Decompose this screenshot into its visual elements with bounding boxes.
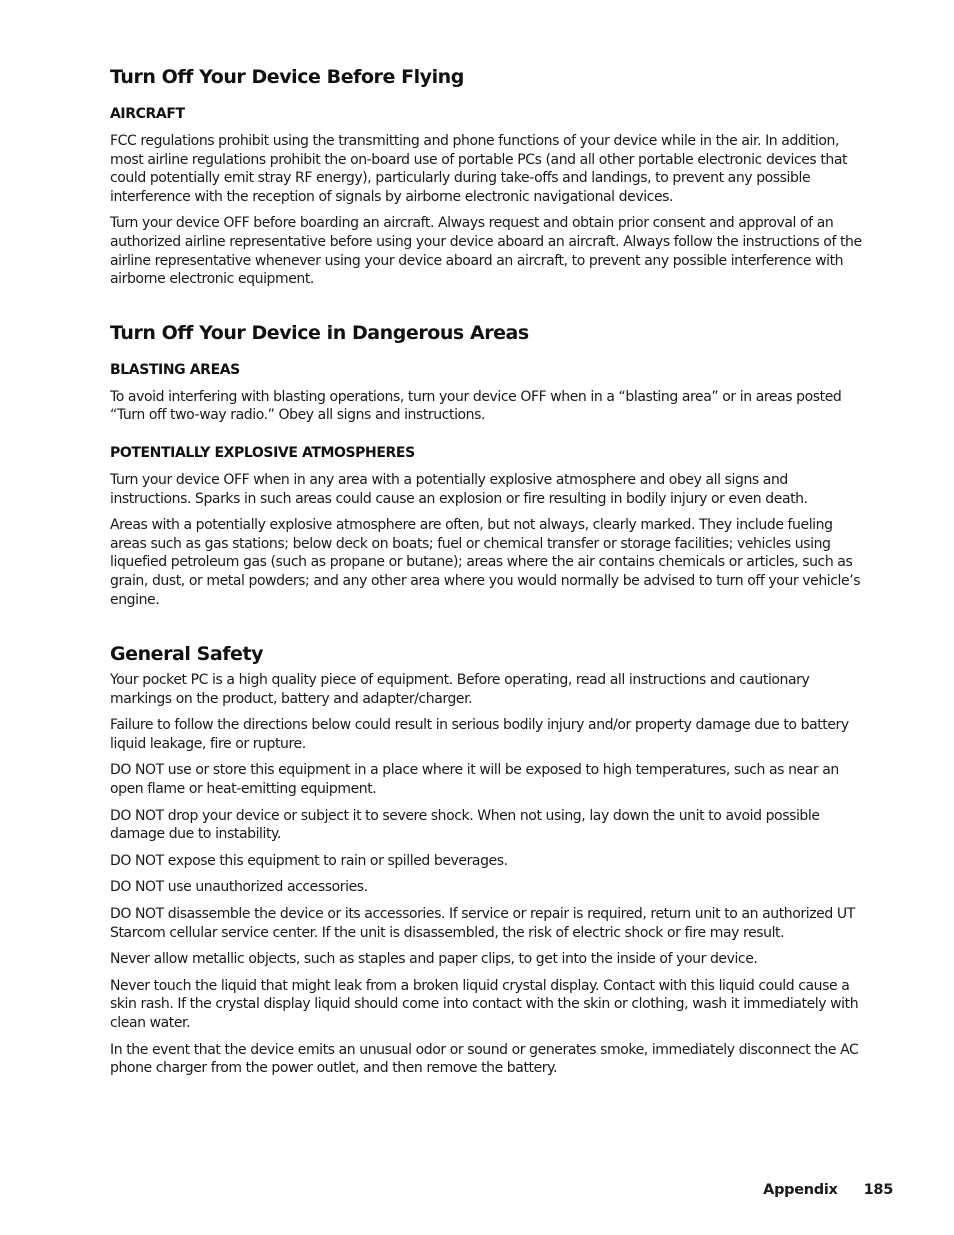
section-title-flying: Turn Off Your Device Before Flying — [110, 66, 464, 88]
subsection-heading-explosive: POTENTIALLY EXPLOSIVE ATMOSPHERES — [110, 444, 415, 461]
page-number: 185 — [863, 1182, 893, 1198]
paragraph: DO NOT disassemble the device or its accessories. If service or repair is required, return unit to an authorized UT Starcom cellular service center. If the unit is disassembled, the risk of electric shock or fire may result. — [110, 906, 855, 941]
paragraph: DO NOT use unauthorized accessories. — [110, 879, 368, 896]
subsection-heading-aircraft: AIRCRAFT — [110, 106, 185, 122]
paragraph: Never allow metallic objects, such as staples and paper clips, to get into the inside of your device. — [110, 951, 758, 968]
document-page — [110, 64, 870, 1086]
paragraph: Turn your device OFF before boarding an aircraft. Always request and obtain prior consent and approval of an authorized airline representative before using your device aboard an aircraft. Always follow the instructions of the airline representative whenever using your device aboard an aircraft, to prevent any possible interference with airborne electronic equipment. — [110, 215, 862, 288]
paragraph: Your pocket PC is a high quality piece of equipment. Before operating, read all instructions and cautionary markings on the product, battery and adapter/charger. — [110, 672, 810, 707]
paragraph: DO NOT expose this equipment to rain or spilled beverages. — [110, 852, 508, 869]
section-title-dangerous-areas: Turn Off Your Device in Dangerous Areas — [110, 321, 529, 344]
paragraph: DO NOT drop your device or subject it to severe shock. When not using, lay down the unit to avoid possible damage due to instability. — [110, 807, 820, 843]
paragraph: To avoid interfering with blasting operations, turn your device OFF when in a “blasting area” or in areas posted “Turn off two-way radio.” Obey all signs and instructions. — [110, 388, 842, 424]
paragraph: Turn your device OFF when in any area with a potentially explosive atmosphere and obey all signs and instructions. Sparks in such areas could cause an explosion or fire resulting in bodily injury or even death. — [110, 471, 808, 507]
paragraph: In the event that the device emits an unusual odor or sound or generates smoke, immediately disconnect the AC phone charger from the power outlet, and then remove the battery. — [110, 1041, 859, 1077]
paragraph: FCC regulations prohibit using the transmitting and phone functions of your device while in the air. In addition, most airline regulations prohibit the on-board use of portable PCs (and all other portable electronic devices that could potentially emit stray RF energy), particularly during take-offs and landings, to prevent any possible interference with the reception of signals by airborne electronic navigational devices. — [110, 133, 848, 205]
footer-section-label: Appendix — [763, 1182, 838, 1198]
paragraph: Never touch the liquid that might leak from a broken liquid crystal display. Contact with this liquid could cause a skin rash. If the crystal display liquid should come into contact with the skin or clothing, wash it immediately with clean water. — [110, 977, 859, 1031]
paragraph: Areas with a potentially explosive atmosphere are often, but not always, clearly marked. They include fueling areas such as gas stations; below deck on boats; fuel or chemical transfer or storage facilities; vehicles using liquefied petroleum gas (such as propane or butane); areas where the air contains chemicals or articles, such as grain, dust, or metal powders; and any other area where you would normally be advised to turn off your vehicle’s engine. — [110, 517, 861, 608]
paragraph: DO NOT use or store this equipment in a place where it will be exposed to high temperatures, such as near an open flame or heat-emitting equipment. — [110, 762, 839, 798]
section-title-general-safety: General Safety — [110, 643, 264, 666]
subsection-heading-blasting: BLASTING AREAS — [110, 361, 240, 378]
page-footer — [763, 1182, 893, 1198]
paragraph: Failure to follow the directions below could result in serious bodily injury and/or property damage due to battery liquid leakage, fire or rupture. — [110, 717, 849, 752]
